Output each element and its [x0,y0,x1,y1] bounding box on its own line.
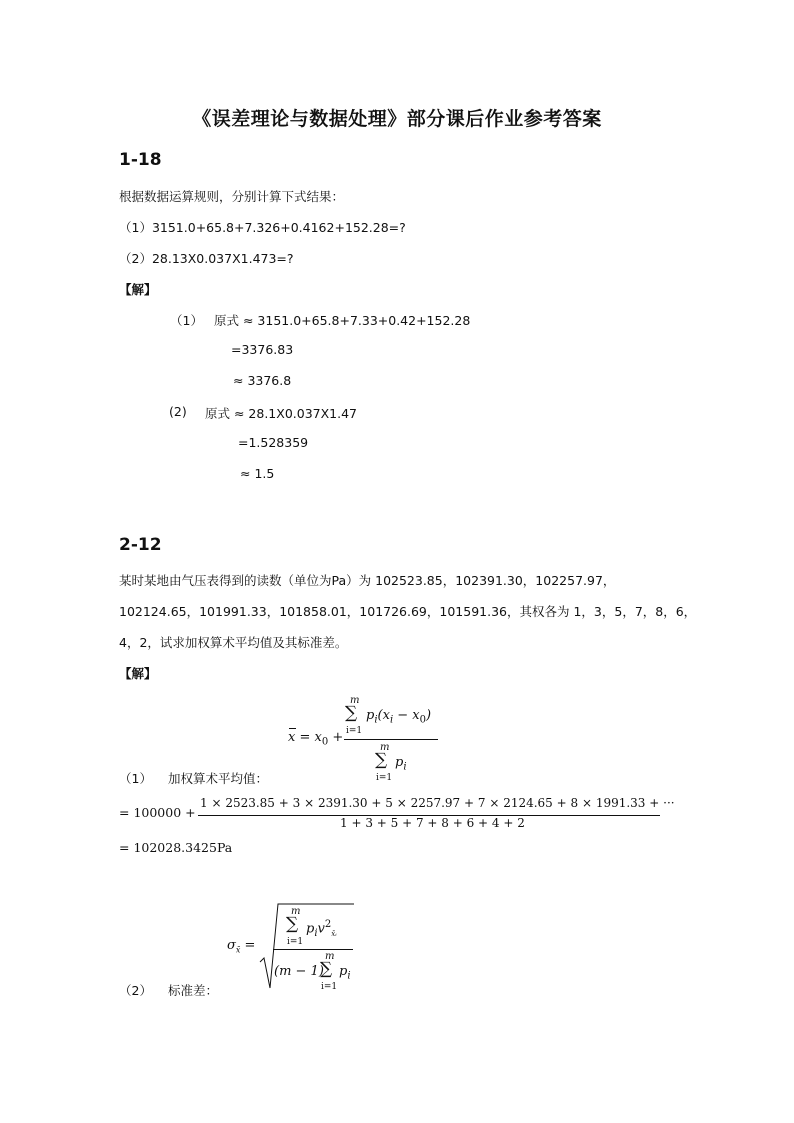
calc-result: = 102028.3425Pa [119,840,233,855]
formula-denominator: $p_i$ [395,755,407,773]
answer-2-line3: ≈ 1.5 [240,466,275,481]
sigma-sum-bottom-den: i=1 [321,982,338,992]
sum-bottom-num: i=1 [346,726,363,736]
sigma-sum-sign-den: ∑ [320,959,333,979]
sigma-sum-bottom-num: i=1 [287,937,304,947]
xbar-overline [289,728,296,729]
problem-paragraph-line2: 102124.65，101991.33，101858.01，101726.69，101591.36，其权各为 1，3，5，7，8，6， [119,604,697,619]
problem-intro: 根据数据运算规则，分别计算下式结果： [119,189,345,204]
part-2-label: （2） [119,983,152,998]
sum-sign-num: ∑ [345,703,358,723]
calc-numerator: 1 × 2523.85 + 3 × 2391.30 + 5 × 2257.97 + 7 × 2124.65 + 8 × 1991.33 + ··· [200,796,675,810]
answer-1-line3: ≈ 3376.8 [233,373,292,388]
formula-fraction-line [344,739,438,740]
sigma-numerator: $p_iv^2_{x̄ᵢ}$ [306,919,337,939]
calc-lhs: = 100000 + [119,805,196,820]
sigma-lhs: $\sigma_{x̄}$ = [227,938,256,955]
solution-label: 【解】 [119,282,157,297]
sigma-sum-top-den: m [325,951,335,962]
answer-2-line2: =1.528359 [238,435,309,450]
sum-bottom-den: i=1 [376,773,393,783]
sigma-sum-sign-num: ∑ [286,914,299,934]
section-heading-1-18: 1-18 [119,150,162,170]
sum-top-num: m [350,695,360,706]
sum-top-den: m [380,742,390,753]
answer-1-label: （1） [170,313,203,328]
part-1-text: 加权算术平均值： [168,771,269,786]
part-2-text: 标准差： [168,983,219,998]
formula-numerator: $p_i(x_i - x_0)$ [366,708,432,726]
problem-paragraph-line3: 4，2，试求加权算术平均值及其标准差。 [119,635,348,650]
answer-1-line2: =3376.83 [231,342,294,357]
page-title: 《误差理论与数据处理》部分课后作业参考答案 [192,108,602,130]
sigma-sum-top-num: m [291,906,301,917]
section-heading-2-12: 2-12 [119,535,162,555]
solution-label-2: 【解】 [119,666,157,681]
question-2: （2）28.13X0.037X1.473=? [119,251,294,266]
sum-sign-den: ∑ [375,750,388,770]
sigma-denominator: $p_i$ [339,964,351,982]
sigma-denominator-pre: (m − 1) [274,964,324,979]
answer-1-line1: 原式 ≈ 3151.0+65.8+7.33+0.42+152.28 [214,313,471,328]
part-1-label: （1） [119,771,152,786]
problem-paragraph-line1: 某时某地由气压表得到的读数（单位为Pa）为 102523.85，102391.30，102257.97， [119,573,616,588]
calc-denominator: 1 + 3 + 5 + 7 + 8 + 6 + 4 + 2 [340,816,525,830]
question-1: （1）3151.0+65.8+7.326+0.4162+152.28=? [119,220,406,235]
answer-2-line1: 原式 ≈ 28.1X0.037X1.47 [205,406,357,421]
answer-2-label: (2) [169,404,187,419]
formula-lhs: $x = x_0$ + [288,730,344,748]
sigma-fraction-line [273,949,353,950]
